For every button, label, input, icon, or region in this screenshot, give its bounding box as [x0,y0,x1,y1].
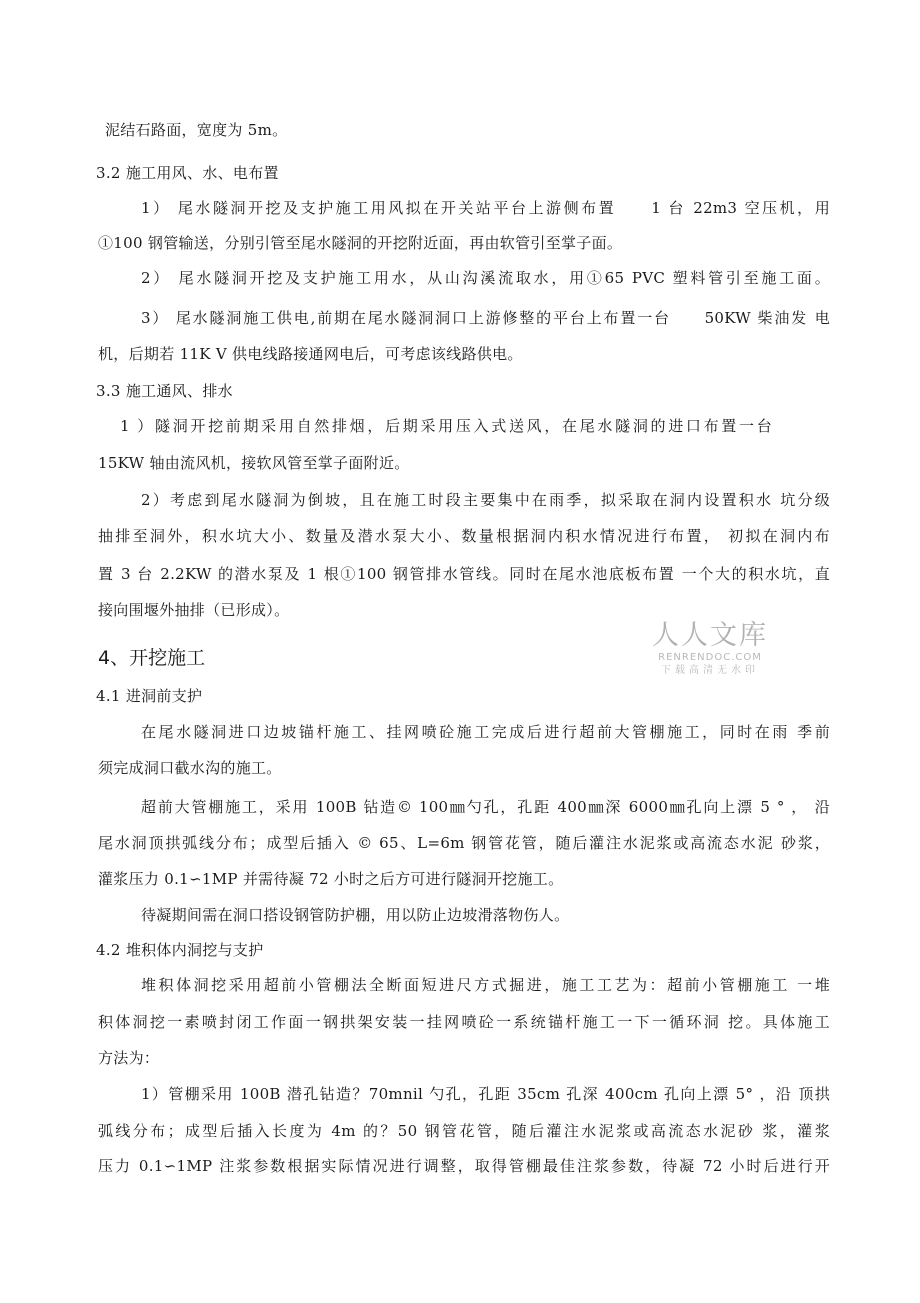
paragraph-line: 超前大管棚施工，采用 100B 钻造© 100㎜勺孔，孔距 400㎜深 6000㎜孔向上漂 5 ° ， 沿 [141,798,830,816]
paragraph-line: 压力 0.1∽1MP 注浆参数根据实际情况进行调整，取得管棚最佳注浆参数，待凝 72 小时后进行开 [98,1157,830,1175]
paragraph-line: 积体洞挖一素喷封闭工作面一钢拱架安装一挂网喷砼一系统锚杆施工一下一循环洞 挖。具体施工 [98,1013,830,1031]
section-heading-3-2: 3.2 施工用风、水、电布置 [96,164,279,182]
section-heading-3-3: 3.3 施工通风、排水 [96,382,233,400]
paragraph-line: 堆积体洞挖采用超前小管棚法全断面短进尺方式掘进，施工工艺为：超前小管棚施工 一堆 [141,976,830,994]
paragraph-line: 1） 尾水隧洞开挖及支护施工用风拟在开关站平台上游侧布置 1 台 22m3 空压机，用 [141,199,830,217]
paragraph-line: 2）考虑到尾水隧洞为倒坡，且在施工时段主要集中在雨季，拟采取在洞内设置积水 坑分级 [141,491,830,509]
paragraph-line: 接向围堰外抽排（已形成）。 [98,601,290,619]
paragraph-line: 尾水洞顶拱弧线分布；成型后插入 © 65、L=6m 钢管花管，随后灌注水泥浆或高流态水泥 砂浆， [98,834,830,852]
watermark-logo [645,621,775,677]
paragraph-line: 1）管棚采用 100B 潜孔钻造？70mnil 勺孔，孔距 35cm 孔深 400cm 孔向上漂 5° ，沿 顶拱 [141,1085,830,1103]
section-heading-4-1: 4.1 进洞前支护 [96,687,203,705]
chapter-heading-4: 4、开挖施工 [98,647,206,669]
paragraph-line: 抽排至洞外，积水坑大小、数量及潜水泵大小、数量根据洞内积水情况进行布置， 初拟在洞内布 [98,527,830,545]
paragraph-line: 灌浆压力 0.1∽1MP 并需待凝 72 小时之后方可进行隧洞开挖施工。 [98,870,564,888]
paragraph-line: 3） 尾水隧洞施工供电,前期在尾水隧洞洞口上游修整的平台上布置一台 50KW 柴油发 电 [141,309,830,327]
paragraph-line: 泥结石路面，宽度为 5m。 [105,121,288,139]
paragraph-line: 15KW 轴由流风机，接软风管至掌子面附近。 [98,454,410,472]
paragraph-line: 在尾水隧洞进口边坡锚杆施工、挂网喷砼施工完成后进行超前大管棚施工，同时在雨 季前 [141,723,830,741]
paragraph-line: 弧线分布；成型后插入长度为 4m 的？50 钢管花管，随后灌注水泥浆或高流态水泥砂 浆，灌浆 [98,1122,830,1140]
paragraph-line: 置 3 台 2.2KW 的潜水泵及 1 根①100 钢管排水管线。同时在尾水池底板布置 一个大的积水坑，直 [98,565,830,583]
paragraph-line: 方法为： [98,1049,160,1067]
paragraph-line: 1 ）隧洞开挖前期采用自然排烟，后期采用压入式送风，在尾水隧洞的进口布置一台 [120,417,772,435]
watermark-title: 人人文库 [652,620,768,651]
paragraph-line: 须完成洞口截水沟的施工。 [98,759,282,777]
section-heading-4-2: 4.2 堆积体内洞挖与支护 [96,941,264,959]
paragraph-line: 机，后期若 11K V 供电线路接通网电后，可考虑该线路供电。 [98,345,523,363]
watermark-site: RENRENDOC.COM [658,652,762,663]
watermark-tagline: 下载高清无水印 [661,665,759,676]
paragraph-line: 2） 尾水隧洞开挖及支护施工用水，从山沟溪流取水，用①65 PVC 塑料管引至施工面。 [141,269,830,287]
paragraph-line: 待凝期间需在洞口搭设钢管防护棚，用以防止边坡滑落物伤人。 [141,906,570,924]
paragraph-line: ①100 钢管输送，分别引管至尾水隧洞的开挖附近面，再由软管引至掌子面。 [98,234,623,252]
